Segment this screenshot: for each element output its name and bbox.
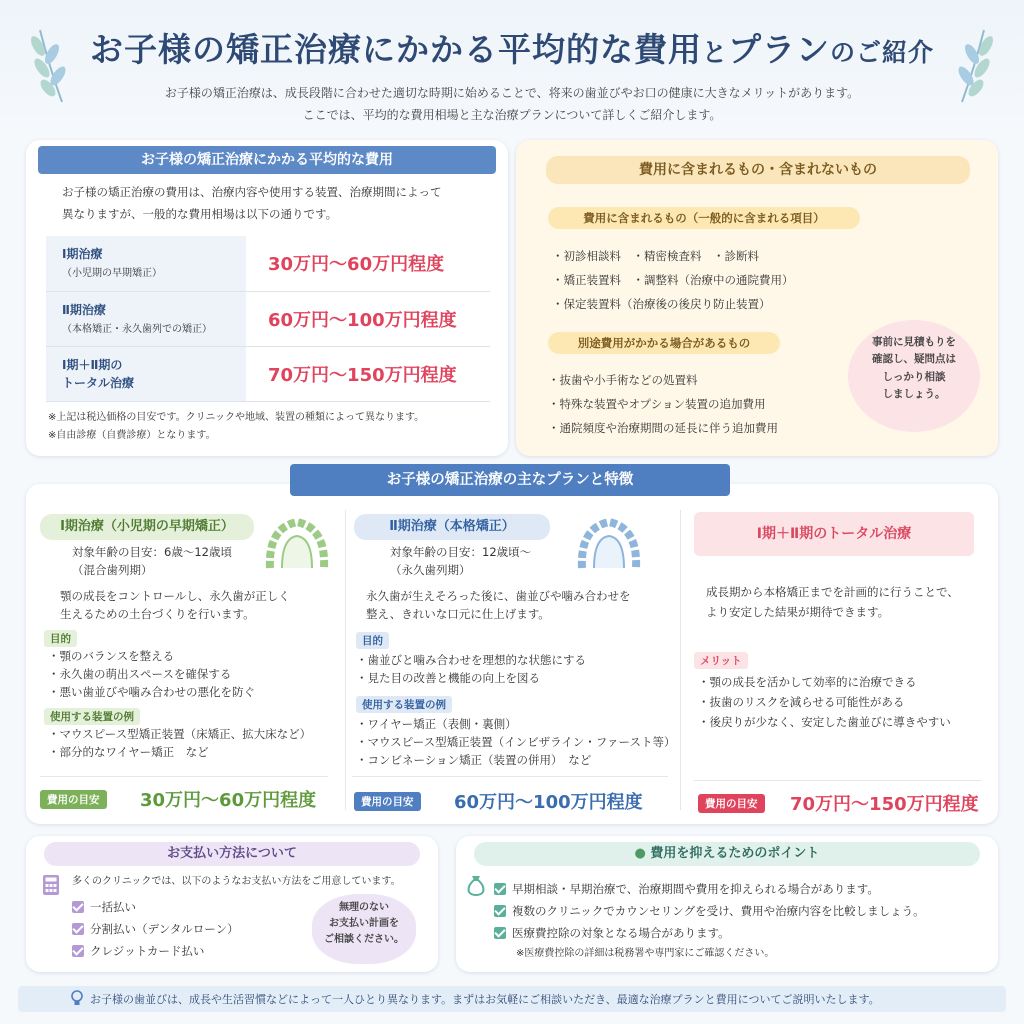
plan1-cost-value: 30万円～60万円程度 (140, 790, 317, 811)
footer-text: お子様の歯並びは、成長や生活習慣などによって一人ひとり異なります。まずはお気軽にご相談いただき、最適な治療プランと費用についてご説明いたします。 (90, 993, 880, 1006)
plan2-separator (352, 776, 668, 777)
plan3-merit-list (698, 672, 951, 732)
payment-desc: 多くのクリニックでは、以下のようなお支払い方法をご用意しています。 (72, 876, 401, 887)
plan3-desc-2: より安定した結果が期待できます。 (706, 605, 890, 619)
check-icon (72, 901, 84, 913)
plan1-purpose-list (48, 648, 255, 701)
plan1-device-list (48, 726, 311, 762)
consult-bubble: 事前に見積もりを 確認し、疑問点は しっかり相談 しましょう。 (848, 320, 980, 432)
cost-row (46, 291, 490, 346)
cost-row-value: 60万円～100万円程度 (246, 291, 490, 346)
intro-text-2: ここでは、平均的な費用相場と主な治療プランについて詳しくご紹介します。 (302, 108, 722, 122)
plan1-cost (40, 786, 340, 812)
cost-row (46, 346, 490, 401)
plan1-age-2: （混合歯列期） (72, 563, 153, 577)
plan1-desc-1: 顎の成長をコントロールし、永久歯が正しく (60, 589, 290, 603)
cost-row-sub: （小児期の早期矯正） (62, 268, 162, 280)
included-heading: 費用に含まれるもの・含まれないもの (546, 156, 970, 184)
plan2-purpose-tag: 目的 (356, 632, 389, 649)
cost-row-sub: トータル治療 (62, 375, 135, 390)
list-item: ・通院頻度や治療期間の延長に伴う追加費用 (548, 421, 778, 435)
check-icon (494, 905, 506, 917)
check-icon (72, 945, 84, 957)
average-cost-heading: お子様の矯正治療にかかる平均的な費用 (38, 146, 496, 174)
list-item: ・特殊な装置やオプション装置の追加費用 (548, 397, 766, 411)
list-item: クレジットカード払い (72, 940, 239, 962)
cost-row-label: Ⅰ期治療 (62, 247, 103, 262)
average-cost-desc-2: 異なりますが、一般的な費用相場は以下の通りです。 (62, 207, 338, 221)
included-list (552, 244, 794, 316)
plan3-merit-tag: メリット (694, 652, 748, 669)
plan2-cost-value: 60万円～100万円程度 (454, 792, 643, 813)
average-cost-note-1: ※上記は税込価格の目安です。クリニックや地域、装置の種類によって異なります。 (48, 412, 425, 423)
cost-row-value: 30万円～60万円程度 (246, 236, 490, 291)
list-item: ・保定装置料（治療後の後戻り防止装置） (552, 297, 771, 311)
list-item: ・抜歯や小手術などの処置料 (548, 373, 698, 387)
plan1-title: Ⅰ期治療（小児期の早期矯正） (40, 514, 254, 540)
plan3-cost-label: 費用の目安 (698, 794, 765, 813)
check-icon (494, 927, 506, 939)
cost-row (46, 236, 490, 291)
cost-row-value: 70万円～150万円程度 (246, 346, 490, 401)
list-item: 医療費控除の対象となる場合があります。 (494, 922, 925, 944)
plan2-device-tag: 使用する装置の例 (356, 696, 452, 713)
plan1-separator (40, 776, 328, 777)
calculator-icon (40, 874, 62, 896)
payment-bubble: 無理のない お支払い計画を ご相談ください。 (312, 894, 416, 964)
list-item: ・マウスピース型矯正装置（床矯正、拡大床など） (48, 727, 312, 741)
plan3-separator (694, 780, 982, 781)
page-title: お子様の矯正治療にかかる平均的な費用とプランのご紹介 (89, 30, 935, 69)
list-item: ・後戻りが少なく、安定した歯並びに導きやすい (698, 715, 951, 729)
list-item: 一括払い (72, 896, 239, 918)
plan2-cost (354, 788, 674, 814)
savings-list (494, 878, 925, 944)
included-subheading: 費用に含まれるもの（一般的に含まれる項目） (548, 207, 860, 229)
cost-row-label: Ⅰ期＋Ⅱ期の (62, 357, 123, 372)
plan3-cost (698, 790, 988, 816)
teeth-icon (262, 514, 332, 578)
intro-text-1: お子様の矯正治療は、成長段階に合わせた適切な時期に始めることで、将来の歯並びやお口の健康に大きなメリットがあります。 (164, 86, 860, 100)
lightbulb-icon (70, 990, 84, 1008)
average-cost-note-2: ※自由診療（自費診療）となります。 (48, 430, 216, 441)
average-cost-desc-1: お子様の矯正治療の費用は、治療内容や使用する装置、治療期間によって (62, 185, 442, 199)
teeth-icon (574, 514, 644, 578)
list-item: ・永久歯の萌出スペースを確保する (48, 666, 232, 681)
list-item: ・ワイヤー矯正（表側・裏側） (356, 717, 517, 731)
apple-icon: ● (634, 846, 646, 861)
plan2-age-2: （永久歯列期） (390, 563, 471, 577)
list-item: ・抜歯のリスクを減らせる可能性がある (698, 695, 905, 709)
plan3-cost-value: 70万円～150万円程度 (790, 794, 979, 815)
list-item: 分割払い（デンタルローン） (72, 918, 239, 940)
savings-heading: ● 費用を抑えるためのポイント (474, 842, 980, 866)
plan2-title: Ⅱ期治療（本格矯正） (354, 514, 550, 540)
plan2-cost-label: 費用の目安 (354, 792, 421, 811)
plan-divider (345, 510, 346, 810)
plans-heading: お子様の矯正治療の主なプランと特徴 (290, 464, 730, 496)
cost-row-label: Ⅱ期治療 (62, 302, 106, 317)
plan2-desc-1: 永久歯が生えそろった後に、歯並びや噛み合わせを (366, 589, 631, 603)
list-item: ・顎のバランスを整える (48, 649, 175, 663)
plan2-device-list (356, 716, 675, 769)
list-item: ・顎の成長を活かして効率的に治療できる (698, 675, 917, 689)
plan1-cost-label: 費用の目安 (40, 790, 107, 809)
payment-list (72, 896, 239, 962)
list-item: ・見た目の改善と機能の向上を図る (356, 670, 540, 685)
list-item: ・悪い歯並びや噛み合わせの悪化を防ぐ (48, 684, 255, 699)
payment-heading: お支払い方法について (44, 842, 420, 866)
cost-table (46, 236, 490, 402)
list-item: ・部分的なワイヤー矯正 など (48, 744, 209, 759)
plan1-age-1: 対象年齢の目安：6歳～12歳頃 (72, 545, 232, 559)
plan2-purpose-list (356, 652, 586, 688)
plan1-desc-2: 生えるための土台づくりを行います。 (60, 607, 255, 621)
plan2-desc-2: 整え、きれいな口元に仕上げます。 (366, 607, 550, 621)
list-item: ・歯並びと噛み合わせを理想的な状態にする (356, 653, 586, 667)
list-item: 複数のクリニックでカウンセリングを受け、費用や治療内容を比較しましょう。 (494, 900, 925, 922)
plan1-purpose-tag: 目的 (44, 630, 77, 647)
plan3-desc-1: 成長期から本格矯正までを計画的に行うことで、 (706, 585, 959, 599)
list-item: ・初診相談料 ・精密検査料 ・診断料 (552, 249, 759, 263)
extra-cost-heading: 別途費用がかかる場合があるもの (548, 332, 780, 354)
plan3-title: Ⅰ期＋Ⅱ期のトータル治療 (694, 512, 974, 556)
plan-divider (680, 510, 681, 810)
savings-note: ※医療費控除の詳細は税務署や専門家にご確認ください。 (516, 948, 775, 959)
extra-cost-list (548, 368, 778, 440)
list-item: 早期相談・早期治療で、治療期間や費用を抑えられる場合があります。 (494, 878, 925, 900)
list-item: ・マウスピース型矯正装置（インビザライン・ファースト等） (356, 734, 676, 749)
list-item: ・コンビネーション矯正（装置の併用） など (356, 752, 592, 767)
plan1-device-tag: 使用する装置の例 (44, 708, 140, 725)
check-icon (494, 883, 506, 895)
check-icon (72, 923, 84, 935)
money-bag-icon (466, 874, 486, 896)
list-item: ・矯正装置料 ・調整料（治療中の通院費用） (552, 273, 794, 287)
plan2-age-1: 対象年齢の目安：12歳頃～ (390, 545, 532, 559)
cost-row-sub: （本格矯正・永久歯列での矯正） (62, 323, 212, 335)
